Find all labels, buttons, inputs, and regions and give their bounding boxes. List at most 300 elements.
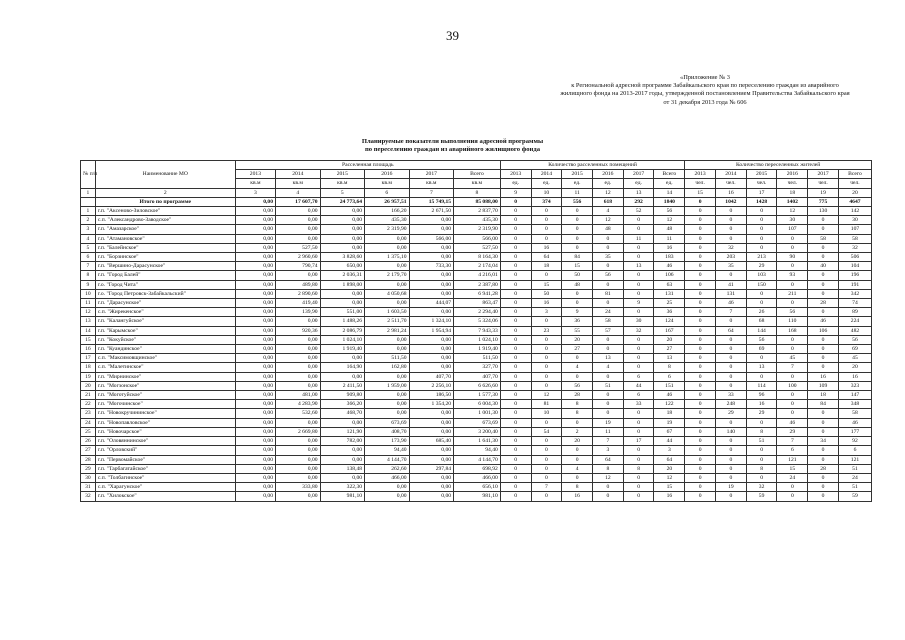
table-cell: 17 (81, 354, 96, 363)
table-row (81, 216, 872, 225)
table-cell: 0,00 (409, 271, 454, 280)
table-row (81, 381, 872, 390)
table-cell: 12 (81, 308, 96, 317)
total-row (81, 197, 872, 206)
table-row (81, 354, 872, 363)
table-cell: 12 (593, 216, 624, 225)
table-cell: 138,48 (320, 464, 365, 473)
table-cell: 28 (808, 299, 839, 308)
table-cell: 10 (81, 289, 96, 298)
table-cell: 55 (562, 326, 593, 335)
table-cell: 24 (777, 473, 808, 482)
table-cell: 1042 (716, 197, 747, 206)
table-cell: 0,00 (409, 335, 454, 344)
table-cell: 0 (777, 409, 808, 418)
table-cell: 0 (685, 473, 716, 482)
table-cell: 68 (746, 317, 777, 326)
table-cell: 15 (81, 335, 96, 344)
table-cell: 1 354,20 (409, 400, 454, 409)
table-cell: 0,00 (320, 372, 365, 381)
table-cell: 0 (562, 372, 593, 381)
table-cell: 0 (623, 427, 654, 436)
table-cell: 162,80 (365, 363, 410, 372)
table-cell: 0,00 (320, 354, 365, 363)
table-cell: 0 (808, 280, 839, 289)
table-cell: 0 (562, 354, 593, 363)
table-cell: 167 (654, 326, 685, 335)
table-cell: 0 (808, 455, 839, 464)
table-cell: 0 (716, 363, 747, 372)
table-cell: 8 (593, 464, 624, 473)
table-cell: 0 (808, 492, 839, 501)
table-cell: 0,00 (276, 363, 321, 372)
table-cell: 20 (838, 363, 871, 372)
table-cell: 0,00 (365, 280, 410, 289)
table-cell: 0 (593, 280, 624, 289)
unit-header: чел. (838, 179, 871, 188)
table-cell: 100 (777, 381, 808, 390)
table-cell: 0 (716, 216, 747, 225)
year-header: 2017 (808, 170, 839, 179)
table-cell: 46 (808, 317, 839, 326)
table-cell (81, 197, 96, 206)
table-cell: 4 (562, 363, 593, 372)
table-cell: 35 (716, 262, 747, 271)
table-cell: 0 (500, 197, 531, 206)
table-cell: 1 959,00 (365, 381, 410, 390)
table-cell: 0 (623, 345, 654, 354)
table-cell: 0 (623, 418, 654, 427)
table-cell: 44 (623, 381, 654, 390)
table-row (81, 400, 872, 409)
table-row (81, 335, 872, 344)
table-row (81, 207, 872, 216)
table-cell: 45 (777, 354, 808, 363)
table-cell: 20 (81, 381, 96, 390)
table-cell: 166,20 (365, 207, 410, 216)
table-cell: 0 (623, 473, 654, 482)
table-cell: 29 (746, 409, 777, 418)
table-row (81, 372, 872, 381)
table-cell: 9 (81, 280, 96, 289)
table-cell: 0,00 (235, 243, 275, 252)
table-cell: 121 (777, 455, 808, 464)
column-number: 9 (500, 188, 531, 197)
table-cell: 656,10 (454, 483, 501, 492)
table-cell: 4 (593, 363, 624, 372)
table-cell: 0,00 (365, 299, 410, 308)
table-cell: 698,92 (454, 464, 501, 473)
table-cell: 32 (838, 243, 871, 252)
table-cell: 22 (81, 400, 96, 409)
table-cell: 2 960,60 (276, 253, 321, 262)
year-header: 2016 (777, 170, 808, 179)
table-cell: 122 (654, 400, 685, 409)
table-row (81, 473, 872, 482)
table-cell: 511,50 (454, 354, 501, 363)
table-cell: 0 (777, 262, 808, 271)
table-cell: 2 (562, 427, 593, 436)
table-cell: 0,00 (235, 437, 275, 446)
table-cell: 2 387,80 (454, 280, 501, 289)
table-cell: 0 (808, 225, 839, 234)
appendix-note (540, 74, 870, 107)
table-cell: 0,00 (276, 446, 321, 455)
table-cell: 41 (716, 280, 747, 289)
table-row (81, 483, 872, 492)
table-cell: 0,00 (235, 271, 275, 280)
table-cell: 673,69 (365, 418, 410, 427)
unit-header: кв.м (235, 179, 275, 188)
table-cell: 0,00 (235, 345, 275, 354)
table-cell: 0 (623, 483, 654, 492)
year-header: 2015 (320, 170, 365, 179)
table-cell: 2 319,90 (365, 225, 410, 234)
table-row (81, 271, 872, 280)
table-cell: 0 (808, 446, 839, 455)
table-cell: 551,00 (320, 308, 365, 317)
table-cell: 40 (808, 262, 839, 271)
table-cell: 24 (593, 308, 624, 317)
table-cell: 0 (716, 446, 747, 455)
year-header: Всего (838, 170, 871, 179)
column-number: 12 (593, 188, 624, 197)
table-cell: 0 (808, 289, 839, 298)
year-header: 2016 (593, 170, 624, 179)
unit-header: кв.м (454, 179, 501, 188)
table-cell: 2 086,79 (320, 326, 365, 335)
table-cell: 6 626,60 (454, 381, 501, 390)
table-cell: г.п. "Город Балей" (95, 271, 235, 280)
table-cell: 0 (685, 345, 716, 354)
table-cell: 0 (777, 299, 808, 308)
table-cell: 4 (562, 464, 593, 473)
table-cell: 46 (654, 262, 685, 271)
table-cell: 16 (562, 492, 593, 501)
appendix-heading: «Приложение № 3 (680, 74, 730, 81)
table-cell: г.п. "Дарасунское" (95, 299, 235, 308)
table-cell: 0,00 (235, 427, 275, 436)
table-cell: 4 216,01 (454, 271, 501, 280)
column-number: 13 (623, 188, 654, 197)
table-cell: 2 319,90 (454, 225, 501, 234)
table-cell: 0,00 (235, 400, 275, 409)
table-cell: 107 (777, 225, 808, 234)
table-row (81, 326, 872, 335)
table-cell: 25 (654, 299, 685, 308)
table-cell: 84 (562, 253, 593, 262)
table-cell: 4 283,90 (276, 400, 321, 409)
table-cell: 0,00 (409, 354, 454, 363)
table-cell: 0 (685, 207, 716, 216)
table-row (81, 299, 872, 308)
table-cell: 0 (685, 455, 716, 464)
table-cell: 17 607,70 (276, 197, 321, 206)
table-cell: 0 (685, 372, 716, 381)
table-cell: г.п. "Аксеново-Зиловское" (95, 207, 235, 216)
table-cell: 23 (81, 409, 96, 418)
table-cell: 106 (808, 326, 839, 335)
table-cell: 0,00 (235, 326, 275, 335)
table-cell: 46 (716, 299, 747, 308)
table-cell: 3 200,40 (454, 427, 501, 436)
table-row (81, 234, 872, 243)
table-cell: 2 (81, 216, 96, 225)
table-cell: 0 (808, 216, 839, 225)
table-cell: 3 (531, 308, 562, 317)
table-cell: 0 (685, 483, 716, 492)
table-cell: 114 (746, 381, 777, 390)
table-cell: 8 (81, 271, 96, 280)
table-cell: 0,00 (276, 207, 321, 216)
table-cell: 327,70 (454, 363, 501, 372)
table-cell: 0,00 (365, 243, 410, 252)
table-cell: 0 (685, 253, 716, 262)
unit-header: чел. (777, 179, 808, 188)
table-cell: 51 (838, 464, 871, 473)
table-cell: 46 (777, 418, 808, 427)
table-cell: 0 (500, 354, 531, 363)
table-cell: г.п. "Оловяннинское" (95, 437, 235, 446)
table-cell: 1 (81, 207, 96, 216)
table-cell: 0 (500, 391, 531, 400)
table-cell: 0,00 (235, 289, 275, 298)
table-cell: 0 (531, 455, 562, 464)
table-cell: 0 (685, 216, 716, 225)
table-cell: 59 (838, 492, 871, 501)
table-cell: 211 (777, 289, 808, 298)
table-cell: 27 (81, 446, 96, 455)
table-cell: 56 (838, 335, 871, 344)
table-cell: 981,10 (454, 492, 501, 501)
table-cell: 0,00 (235, 262, 275, 271)
table-cell: 8 (623, 464, 654, 473)
table-cell: 6 941,28 (454, 289, 501, 298)
table-cell: 1 577,30 (454, 391, 501, 400)
table-cell: г.п. "Кокуйское" (95, 335, 235, 344)
year-header: 2015 (562, 170, 593, 179)
table-cell: 527,50 (454, 243, 501, 252)
table-cell: 0 (808, 363, 839, 372)
table-cell: 0 (746, 234, 777, 243)
table-cell: 0 (716, 473, 747, 482)
table-cell: 8 (562, 409, 593, 418)
table-cell: г.п. "Новокручининское" (95, 409, 235, 418)
table-cell: 14 (81, 326, 96, 335)
table-row (81, 317, 872, 326)
table-cell: 0,00 (235, 418, 275, 427)
table-cell: 863,47 (454, 299, 501, 308)
unit-header: ед. (531, 179, 562, 188)
table-cell: 0 (685, 464, 716, 473)
table-cell: 566,00 (409, 234, 454, 243)
table-cell: 0 (623, 308, 654, 317)
table-cell: 0 (623, 280, 654, 289)
table-cell: 0 (685, 335, 716, 344)
column-number: 6 (365, 188, 410, 197)
table-cell: 2 669,80 (276, 427, 321, 436)
table-cell: 0 (500, 280, 531, 289)
table-cell: 7 (531, 483, 562, 492)
table-cell: 0 (685, 308, 716, 317)
table-cell: 94,40 (365, 446, 410, 455)
table-cell: 0 (562, 455, 593, 464)
table-cell: 0 (500, 473, 531, 482)
table-cell: 0 (623, 271, 654, 280)
table-cell: 0 (685, 225, 716, 234)
unit-header: кв.м (320, 179, 365, 188)
table-cell: 0 (685, 197, 716, 206)
table-cell: 0 (500, 243, 531, 252)
table-cell: с.п. "Александрово-Заводское" (95, 216, 235, 225)
table-cell: 0,00 (276, 354, 321, 363)
table-cell: 0,00 (276, 372, 321, 381)
table-cell: 0,00 (365, 234, 410, 243)
table-cell: 0,00 (320, 225, 365, 234)
table-cell: 18 (531, 262, 562, 271)
table-cell: 7 (81, 262, 96, 271)
table-cell: 0 (500, 271, 531, 280)
table-cell: 50 (562, 271, 593, 280)
table-cell: 0 (746, 372, 777, 381)
table-cell: 144 (746, 326, 777, 335)
table-cell: с.п. "Харагунское" (95, 483, 235, 492)
table-cell: 203 (716, 253, 747, 262)
table-cell: 0,00 (235, 207, 275, 216)
table-cell: 0,00 (276, 492, 321, 501)
table-cell: 151 (654, 381, 685, 390)
table-cell: 1 919,40 (454, 345, 501, 354)
table-cell: 58 (838, 409, 871, 418)
table-cell: 0 (746, 473, 777, 482)
year-header: Всего (654, 170, 685, 179)
table-cell: 0 (593, 345, 624, 354)
table-cell: 0,00 (235, 253, 275, 262)
table-cell: 1 603,50 (365, 308, 410, 317)
table-cell: 64 (654, 455, 685, 464)
table-cell: 45 (838, 354, 871, 363)
table-cell: 0 (593, 492, 624, 501)
table-cell: 0 (531, 225, 562, 234)
table-cell: 0 (500, 455, 531, 464)
table-cell: г.п. "Хилокское" (95, 492, 235, 501)
table-cell: 0 (716, 345, 747, 354)
table-cell: 0 (500, 427, 531, 436)
table-cell: 0,00 (276, 225, 321, 234)
header-premises: Количество расселенных помещений (500, 161, 684, 170)
table-cell: 2 511,70 (365, 317, 410, 326)
table-cell: 6 (838, 446, 871, 455)
table-cell: 0 (562, 473, 593, 482)
table-cell: 0,00 (320, 207, 365, 216)
table-cell: 48 (654, 225, 685, 234)
table-cell: 0 (500, 381, 531, 390)
table-cell: 0 (623, 253, 654, 262)
table-cell: 28 (562, 391, 593, 400)
unit-header: ед. (562, 179, 593, 188)
table-row (81, 464, 872, 473)
table-cell: 0,00 (276, 317, 321, 326)
table-cell: 0 (808, 354, 839, 363)
table-cell: 30 (777, 216, 808, 225)
table-row (81, 492, 872, 501)
table-cell: 1840 (654, 197, 685, 206)
table-cell: 0,00 (409, 427, 454, 436)
table-cell: 58 (838, 234, 871, 243)
table-cell: 1 898,00 (320, 280, 365, 289)
table-cell: 6 (623, 372, 654, 381)
table-cell: 0 (777, 345, 808, 354)
table-cell: 16 (746, 400, 777, 409)
table-cell: 0 (562, 243, 593, 252)
table-cell: 2 890,60 (276, 289, 321, 298)
table-cell: 0 (500, 225, 531, 234)
table-cell: 0 (716, 234, 747, 243)
table-cell: 0 (716, 225, 747, 234)
table-cell: 1 919,40 (320, 345, 365, 354)
table-cell: 29 (746, 262, 777, 271)
table-cell: 0,00 (320, 299, 365, 308)
table-cell: 435,30 (365, 216, 410, 225)
table-cell: 6 (81, 253, 96, 262)
table-cell: 0 (531, 234, 562, 243)
table-cell: 0,00 (235, 335, 275, 344)
table-cell: г.п. "Карымское" (95, 326, 235, 335)
table-cell: 0 (716, 492, 747, 501)
table-cell: 33 (716, 391, 747, 400)
table-cell: 16 (654, 492, 685, 501)
unit-header: ед. (654, 179, 685, 188)
table-cell: 15 (562, 262, 593, 271)
table-cell: 0 (685, 427, 716, 436)
table-cell: 0 (500, 372, 531, 381)
table-row (81, 363, 872, 372)
table-cell: 6 004,30 (454, 400, 501, 409)
table-cell: 0 (531, 446, 562, 455)
table-cell: 54 (531, 427, 562, 436)
table-cell: 0 (716, 464, 747, 473)
table-cell: 0,00 (365, 400, 410, 409)
table-cell: 4 144,70 (454, 455, 501, 464)
table-cell: 0 (777, 400, 808, 409)
table-cell: 0,00 (365, 391, 410, 400)
table-cell: 0 (746, 446, 777, 455)
table-row (81, 418, 872, 427)
table-cell: 27 (562, 345, 593, 354)
table-cell: г.п. "Могочинское" (95, 400, 235, 409)
table-cell: 24 (838, 473, 871, 482)
table-row (81, 446, 872, 455)
table-cell: 2 294,40 (454, 308, 501, 317)
table-cell: 0 (777, 234, 808, 243)
table-cell: 0 (777, 243, 808, 252)
table-cell: 51 (838, 483, 871, 492)
table-cell: 26 (746, 308, 777, 317)
table-cell: 0,00 (235, 473, 275, 482)
table-cell: 0 (500, 363, 531, 372)
table-cell: 506 (838, 253, 871, 262)
table-cell: 1 024,10 (454, 335, 501, 344)
table-cell: 3 (593, 446, 624, 455)
table-cell: 59 (746, 492, 777, 501)
table-cell: 0 (685, 363, 716, 372)
table-cell: 2 411,50 (320, 381, 365, 390)
table-cell: 0,00 (276, 381, 321, 390)
table-cell: 0,00 (409, 345, 454, 354)
unit-header: ед. (500, 179, 531, 188)
header-name: Наименование МО (95, 161, 235, 189)
table-cell: г.п. "Мирнинское" (95, 372, 235, 381)
